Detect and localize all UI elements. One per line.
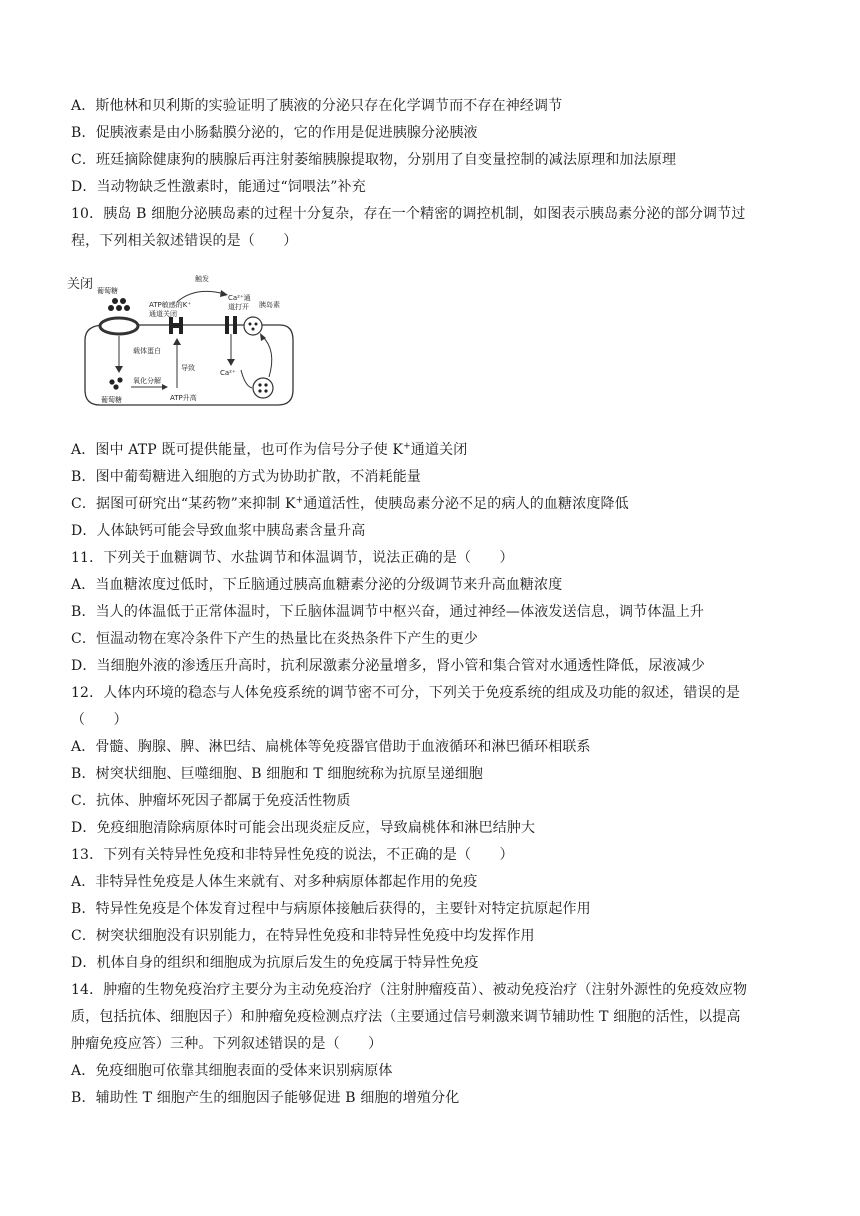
diagram-title: 关闭	[67, 277, 94, 292]
q10-option-d: D．人体缺钙可能会导致血浆中胰岛素含量升高	[71, 523, 366, 539]
insulin-secretion-diagram	[65, 270, 300, 420]
q14-stem-line2: 质，包括抗体、细胞因子）和肿瘤免疫检测点疗法（主要通过信号刺激来调节辅助性 T 细胞的活性，以提高	[71, 1009, 741, 1025]
ca-ion-label: Ca²⁺	[220, 369, 236, 377]
insulin-vesicle	[244, 317, 262, 335]
insulin-label: 胰岛素	[259, 301, 280, 309]
q10-option-c: C．据图可研究出“某药物”来抑制 K+通道活性，使胰岛素分泌不足的病人的血糖浓度降低	[71, 495, 629, 512]
k-channel	[169, 317, 183, 334]
q10-stem-line2: 程，下列相关叙述错误的是（ ）	[71, 233, 298, 249]
q10-stem-line1: 10．胰岛 B 细胞分泌胰岛素的过程十分复杂，存在一个精密的调控机制，如图表示胰岛素分泌的部分调节过	[71, 206, 746, 222]
q11-stem: 11．下列关于血糖调节、水盐调节和体温调节，说法正确的是（ ）	[71, 550, 514, 566]
q9-option-a: A．斯他林和贝利斯的实验证明了胰液的分泌只存在化学调节而不存在神经调节	[71, 98, 563, 114]
q12-stem-line2: （ ）	[71, 712, 128, 728]
oxidation-label: 氧化分解	[133, 377, 161, 385]
k-channel-label-1: ATP敏感的K⁺	[149, 301, 192, 309]
glucose-top-label: 葡萄糖	[97, 287, 118, 295]
q14-stem-line1: 14．肿瘤的生物免疫治疗主要分为主动免疫治疗（注射肿瘤疫苗）、被动免疫治疗（注射外源性的免疫效应物	[71, 982, 748, 998]
q12-option-c: C．抗体、肿瘤坏死因子都属于免疫活性物质	[71, 793, 351, 809]
q12-stem-line1: 12．人体内环境的稳态与人体免疫系统的调节密不可分，下列关于免疫系统的组成及功能的叙述，错误的是	[71, 685, 741, 701]
q13-option-a: A．非特异性免疫是人体生来就有、对多种病原体都起作用的免疫	[71, 874, 478, 890]
trigger-label: 触发	[195, 275, 209, 283]
q13-option-b: B．特异性免疫是个体发育过程中与病原体接触后获得的，主要针对特定抗原起作用	[71, 901, 591, 917]
q14-stem-line3: 肿瘤免疫应答）三种。下列叙述错误的是（ ）	[71, 1036, 383, 1052]
ca-channel-label-2: 道打开	[228, 303, 249, 311]
q13-option-d: D．机体自身的组织和细胞成为抗原后发生的免疫属于特异性免疫	[71, 955, 479, 971]
glucose-molecules-top	[108, 298, 130, 311]
insulin-granule	[253, 378, 273, 398]
q11-option-b: B．当人的体温低于正常体温时，下丘脑体温调节中枢兴奋，通过神经—体液发送信息，调节体温上升	[71, 604, 705, 620]
q12-option-b: B．树突状细胞、巨噬细胞、B 细胞和 T 细胞统称为抗原呈递细胞	[71, 766, 484, 782]
q10-option-a: A．图中 ATP 既可提供能量，也可作为信号分子使 K+通道关闭	[71, 441, 468, 458]
q12-option-d: D．免疫细胞清除病原体时可能会出现炎症反应，导致扁桃体和淋巴结肿大	[71, 820, 536, 836]
cause-label: 导致	[181, 364, 195, 372]
q9-option-b: B．促胰液素是由小肠黏膜分泌的，它的作用是促进胰腺分泌胰液	[71, 125, 478, 141]
carrier-protein	[100, 318, 138, 334]
q14-option-a: A．免疫细胞可依靠其细胞表面的受体来识别病原体	[71, 1063, 393, 1079]
q13-option-c: C．树突状细胞没有识别能力，在特异性免疫和非特异性免疫中均发挥作用	[71, 928, 535, 944]
q14-option-b: B．辅助性 T 细胞产生的细胞因子能够促进 B 细胞的增殖分化	[71, 1090, 460, 1106]
q13-stem: 13．下列有关特异性免疫和非特异性免疫的说法，不正确的是（ ）	[71, 847, 514, 863]
glucose-molecules-bottom	[109, 377, 122, 389]
q10-option-b: B．图中葡萄糖进入细胞的方式为协助扩散，不消耗能量	[71, 469, 422, 485]
q9-option-c: C．班廷摘除健康狗的胰腺后再注射萎缩胰腺提取物，分别用了自变量控制的减法原理和加法原理	[71, 152, 677, 168]
atp-rise-label: ATP升高	[170, 394, 197, 402]
q12-option-a: A．骨髓、胸腺、脾、淋巴结、扁桃体等免疫器官借助于血液循环和淋巴循环相联系	[71, 739, 591, 755]
k-channel-label-2: 通道关闭	[149, 310, 177, 318]
glucose-bottom-label: 葡萄糖	[101, 396, 122, 404]
q11-option-d: D．当细胞外液的渗透压升高时，抗利尿激素分泌量增多，肾小管和集合管对水通透性降低，尿液减少	[71, 658, 705, 674]
q9-option-d: D．当动物缺乏性激素时，能通过“饲喂法”补充	[71, 179, 366, 195]
q11-option-c: C．恒温动物在寒冷条件下产生的热量比在炎热条件下产生的更少	[71, 631, 479, 647]
q11-option-a: A．当血糖浓度过低时，下丘脑通过胰高血糖素分泌的分级调节来升高血糖浓度	[71, 577, 563, 593]
ca-channel-label-1: Ca²⁺通	[228, 294, 251, 302]
carrier-label: 载体蛋白	[133, 347, 161, 355]
